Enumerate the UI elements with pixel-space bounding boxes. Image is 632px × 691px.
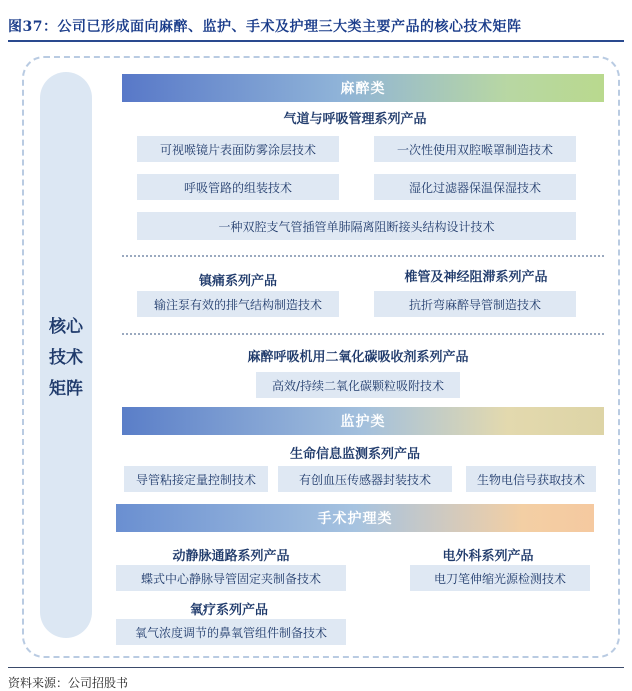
airway-category-title: 气道与呼吸管理系列产品 (283, 112, 427, 127)
airway-item-2: 一次性使用双腔喉罩制造技术 (374, 136, 576, 162)
co2-category-title: 麻醉呼吸机用二氧化碳吸收剂系列产品 (247, 350, 469, 365)
analgesia-category-title: 镇痛系列产品 (198, 274, 278, 289)
co2-item: 高效/持续二氧化碳颗粒吸附技术 (256, 372, 460, 398)
monitoring-item-1: 导管粘接定量控制技术 (124, 466, 268, 492)
section-divider (122, 333, 604, 335)
oxygen-therapy-category-title: 氧疗系列产品 (189, 603, 269, 618)
analgesia-item: 输注泵有效的排气结构制造技术 (137, 291, 339, 317)
airway-item-3: 呼吸管路的组装技术 (137, 174, 339, 200)
oxygen-therapy-item: 氧气浓度调节的鼻氧管组件制备技术 (116, 619, 346, 645)
rail-label-line-2: 技术 (49, 348, 83, 368)
figure-title: 图37：公司已形成面向麻醉、监护、手术及护理三大类主要产品的核心技术矩阵 (8, 19, 522, 35)
airway-item-4: 湿化过滤器保温保湿技术 (374, 174, 576, 200)
vascular-access-category-title: 动静脉通路系列产品 (172, 549, 290, 564)
vital-signs-category-title: 生命信息监测系列产品 (289, 447, 421, 462)
section-divider (122, 255, 604, 257)
monitoring-band: 监护类 (122, 407, 604, 435)
rail-label-line-1: 核心 (49, 317, 83, 337)
airway-item-5: 一种双腔支气管插管单肺隔离阻断接头结构设计技术 (137, 212, 576, 240)
bottom-rule (8, 667, 624, 668)
title-rule (8, 40, 624, 42)
rail-label-line-3: 矩阵 (49, 379, 83, 399)
source-note: 资料来源：公司招股书 (8, 676, 129, 690)
rail-label (40, 312, 92, 405)
monitoring-item-3: 生物电信号获取技术 (466, 466, 596, 492)
nerve-block-category-title: 椎管及神经阻滞系列产品 (404, 270, 548, 285)
nerve-block-item: 抗折弯麻醉导管制造技术 (374, 291, 576, 317)
surgery-care-band: 手术护理类 (116, 504, 594, 532)
anesthesia-band: 麻醉类 (122, 74, 604, 102)
vascular-access-item: 蝶式中心静脉导管固定夹制备技术 (116, 565, 346, 591)
electrosurgery-item: 电刀笔伸缩光源检测技术 (410, 565, 590, 591)
airway-item-1: 可视喉镜片表面防雾涂层技术 (137, 136, 339, 162)
electrosurgery-category-title: 电外科系列产品 (442, 549, 534, 564)
monitoring-item-2: 有创血压传感器封装技术 (278, 466, 452, 492)
